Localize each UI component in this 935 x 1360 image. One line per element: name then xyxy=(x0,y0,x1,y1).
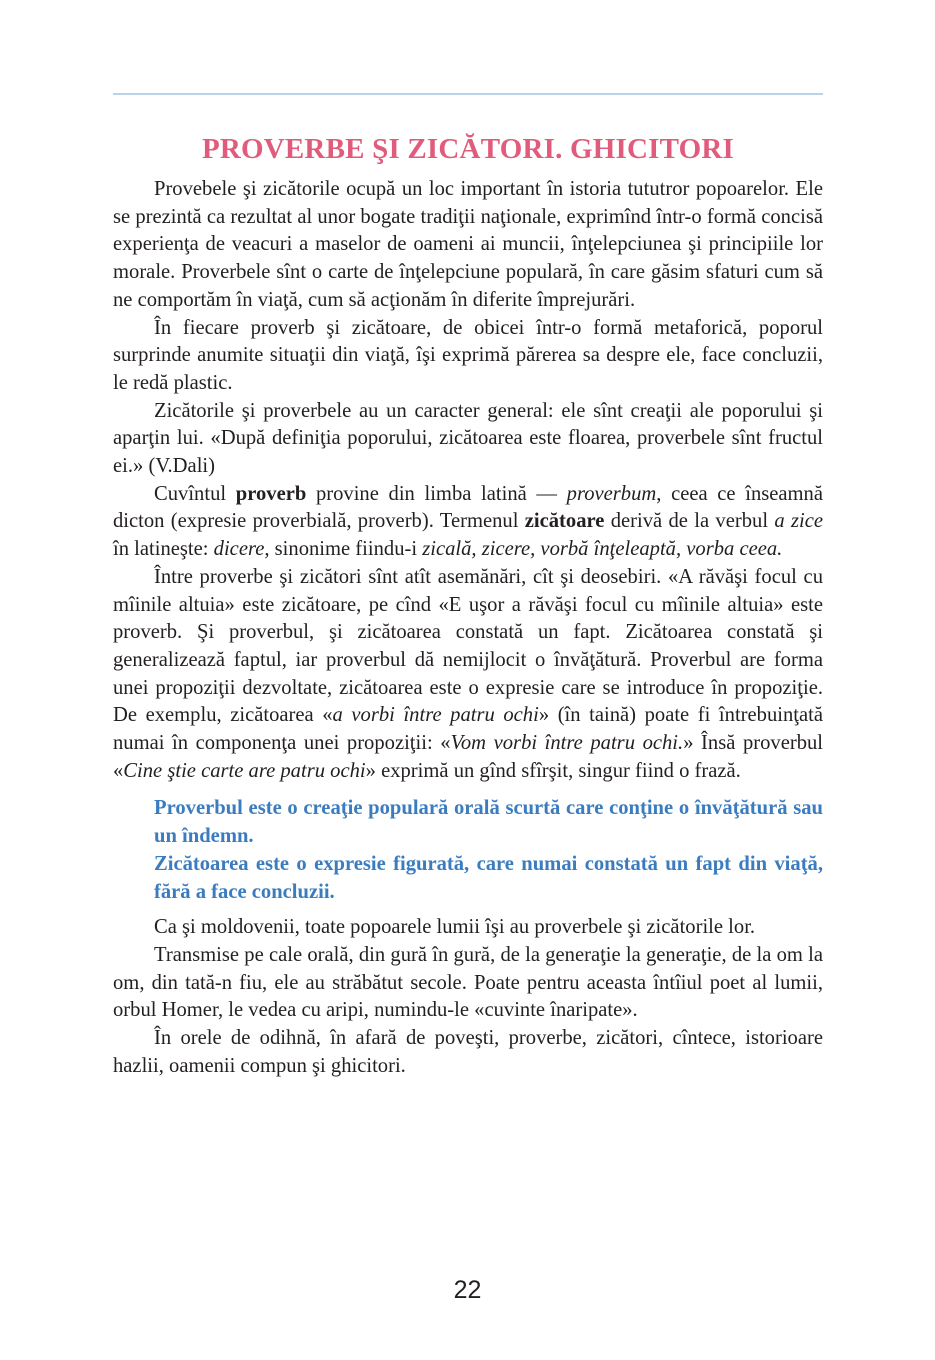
definition-zicatoare: Zicătoarea este o expresie figurată, care numai constată un fapt din viaţă, fără a face concluzii. xyxy=(154,852,823,903)
text-run: Între proverbe şi zicători sînt atît asemănări, cît şi deosebiri. «A răvăşi focul cu mîinile altuia» este zicătoare, pe cînd «E uşor a răvăşi focul cu mîinile altuia» este proverb. Şi proverbul, şi zicătoarea constată un fapt. Zicătoarea constată şi generalizează faptul, iar proverbul dă nemijlocit o învăţătură. Proverbul are forma unei propoziţii dezvoltate, zicătoarea este o expresie care se introduce în propoziţie. De exemplu, zicătoarea « xyxy=(113,565,823,727)
paragraph-4 xyxy=(113,481,823,564)
text-run: în latineşte: xyxy=(113,538,214,561)
definition-proverb: Proverbul este o creaţie populară orală scurtă care conţine o învăţătură sau un îndemn. xyxy=(154,797,823,848)
text-run: Cuvîntul xyxy=(154,482,236,505)
definitions-box xyxy=(154,795,823,906)
page-number: 22 xyxy=(453,1276,482,1304)
text-run: provine din limba latină — xyxy=(306,482,567,505)
paragraph-8: În orele de odihnă, în afară de poveşti, proverbe, zicători, cîntece, istorioare hazlii, oamenii compun şi ghicitori. xyxy=(113,1027,823,1077)
text-run: derivă de la verbul xyxy=(604,510,775,533)
example-proverb: Cine ştie carte are patru ochi xyxy=(123,759,366,782)
example-sentence: Vom vorbi între patru ochi. xyxy=(450,732,684,755)
term-proverb: proverb xyxy=(235,482,307,505)
term-a-zice: a zice xyxy=(774,510,823,533)
text-run: » Însă proverbul « xyxy=(113,732,824,782)
text-run: , ceea ce înseamnă dicton (expresie proverbială, proverb). Termenul xyxy=(113,482,823,533)
term-proverbum: proverbum xyxy=(566,482,657,505)
paragraph-2: În fiecare proverb şi zicătoare, de obicei într-o formă metaforică, poporul surprinde anumite situaţii din viaţă, îşi exprimă părerea sa despre ele, face concluzii, le redă plastic. xyxy=(113,316,823,394)
term-dicere: dicere xyxy=(213,538,265,561)
term-synonyms: zicală, zicere, vorbă înţeleaptă, vorba ceea. xyxy=(422,538,783,561)
page-content xyxy=(113,133,823,1081)
example-zicatoare: a vorbi între patru ochi xyxy=(332,704,539,727)
paragraph-6: Ca şi moldovenii, toate popoarele lumii îşi au proverbele şi zicătorile lor. xyxy=(154,916,756,939)
text-run: , sinonime fiindu-i xyxy=(264,538,423,561)
header-rule xyxy=(113,93,823,95)
paragraph-3: Zicătorile şi proverbele au un caracter general: ele sînt creaţii ale poporului şi aparţin lui. «După definiţia poporului, zicătoarea este floarea, proverbele sînt fructul ei.» (V.Dali) xyxy=(113,399,823,478)
text-run: » (în taină) poate fi întrebuinţată numai în componenţa unei propoziţii: « xyxy=(113,704,824,755)
term-zicatoare: zicătoare xyxy=(524,510,605,533)
paragraph-7: Transmise pe cale orală, din gură în gură, de la generaţie la generaţie, de la om la om, din tată-n fiu, ele au străbătut secole. Poate pentru aceasta întîiul poet al lumii, orbul Homer, le vedea cu aripi, numindu-le «cuvinte înaripate». xyxy=(113,943,823,1022)
paragraph-1: Provebele şi zicătorile ocupă un loc important în istoria tututror popoarelor. Ele se prezintă ca rezultat al unor bogate tradiţii naţionale, exprimînd într-o formă concisă experienţa de veacuri a maselor de oameni ai muncii, înţelepciunea şi principiile lor morale. Proverbele sînt o carte de înţelepciune populară, în care găsim sfaturi cum să ne comportăm în viaţă, cum să acţionăm în diferite împrejurări. xyxy=(113,178,823,311)
text-run: » exprimă un gînd sfîrşit, singur fiind o frază. xyxy=(365,759,741,782)
page-title: PROVERBE ŞI ZICĂTORI. GHICITORI xyxy=(201,133,735,165)
paragraph-5 xyxy=(113,564,823,786)
